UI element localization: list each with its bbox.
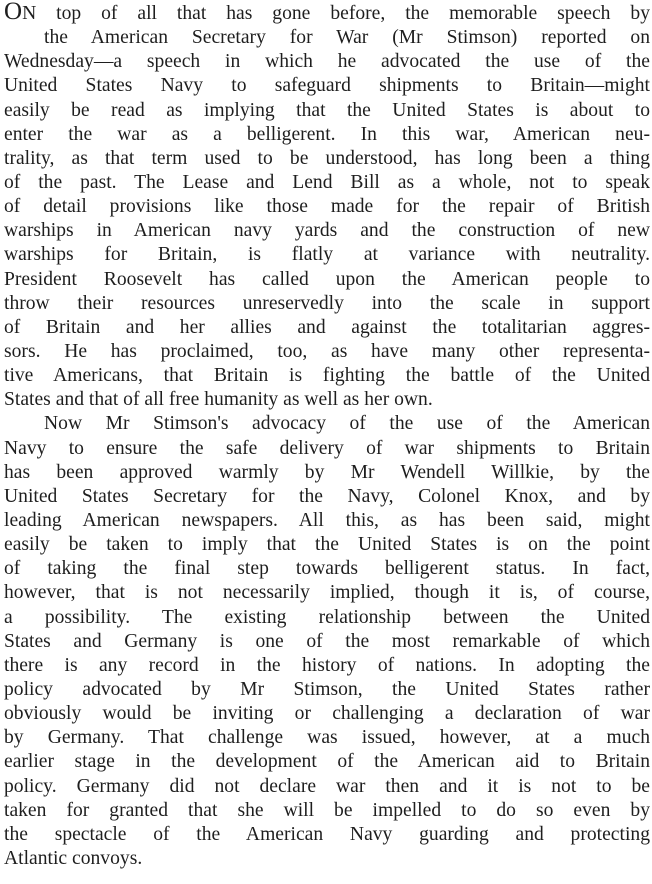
text-line: of taking the final step towards belligerent status. In fact, bbox=[4, 558, 650, 580]
text-line: by Germany. That challenge was issued, however, at a much bbox=[4, 727, 650, 749]
text-line: the American Secretary for War (Mr Stimson) reported on bbox=[44, 27, 650, 49]
text-line: earlier stage in the development of the American aid to Britain bbox=[4, 751, 650, 773]
text-line: the spectacle of the American Navy guarding and protecting bbox=[4, 823, 650, 845]
text-line: States and Germany is one of the most remarkable of which bbox=[4, 630, 650, 652]
text-line: of detail provisions like those made for the repair of British bbox=[4, 196, 650, 218]
text-line: enter the war as a belligerent. In this war, American neu- bbox=[4, 123, 650, 145]
text-line bbox=[4, 2, 650, 26]
text-line: taken for granted that she will be impelled to do so even by bbox=[4, 799, 650, 821]
text-line: obviously would be inviting or challenging a declaration of war bbox=[4, 703, 650, 725]
text-line: of the past. The Lease and Lend Bill as a whole, not to speak bbox=[4, 171, 650, 193]
text-line: policy. Germany did not declare war then and it is not to be bbox=[4, 775, 650, 797]
text-line: Navy to ensure the safe delivery of war shipments to Britain bbox=[4, 437, 650, 459]
drop-cap: O bbox=[4, 2, 23, 25]
text-line: States and that of all free humanity as well as her own. bbox=[4, 389, 433, 411]
text-line: a possibility. The existing relationship between the United bbox=[4, 606, 650, 628]
paragraph-2 bbox=[4, 412, 650, 871]
text-line: of Britain and her allies and against the totalitarian aggres- bbox=[4, 316, 650, 338]
text-line: easily be taken to imply that the United States is on the point bbox=[4, 534, 650, 556]
text-line: however, that is not necessarily implied, though it is, of course, bbox=[4, 582, 650, 604]
text-line: United States Secretary for the Navy, Colonel Knox, and by bbox=[4, 485, 650, 507]
newspaper-article bbox=[4, 2, 650, 871]
text-line: leading American newspapers. All this, as has been said, might bbox=[4, 509, 650, 531]
text-line: President Roosevelt has called upon the American people to bbox=[4, 268, 650, 290]
text-line-content: N top of all that has gone before, the memorable speech by bbox=[22, 3, 650, 24]
text-line: tive Americans, that Britain is fighting the battle of the United bbox=[4, 365, 650, 387]
text-line: easily be read as implying that the United States is about to bbox=[4, 99, 650, 121]
text-line: sors. He has proclaimed, too, as have many other representa- bbox=[4, 340, 650, 362]
text-line: warships for Britain, is flatly at variance with neutrality. bbox=[4, 244, 650, 266]
text-line: has been approved warmly by Mr Wendell Willkie, by the bbox=[4, 461, 650, 483]
text-line: United States Navy to safeguard shipments to Britain—might bbox=[4, 75, 650, 97]
text-line: Atlantic convoys. bbox=[4, 847, 143, 869]
text-line: there is any record in the history of nations. In adopting the bbox=[4, 654, 650, 676]
text-line: Now Mr Stimson's advocacy of the use of the American bbox=[44, 413, 650, 435]
text-line: throw their resources unreservedly into the scale in support bbox=[4, 292, 650, 314]
paragraph-1 bbox=[4, 2, 650, 412]
text-line: trality, as that term used to be understood, has long been a thing bbox=[4, 147, 650, 169]
text-line: warships in American navy yards and the construction of new bbox=[4, 220, 650, 242]
text-line: Wednesday—a speech in which he advocated the use of the bbox=[4, 51, 650, 73]
text-line: policy advocated by Mr Stimson, the United States rather bbox=[4, 678, 650, 700]
